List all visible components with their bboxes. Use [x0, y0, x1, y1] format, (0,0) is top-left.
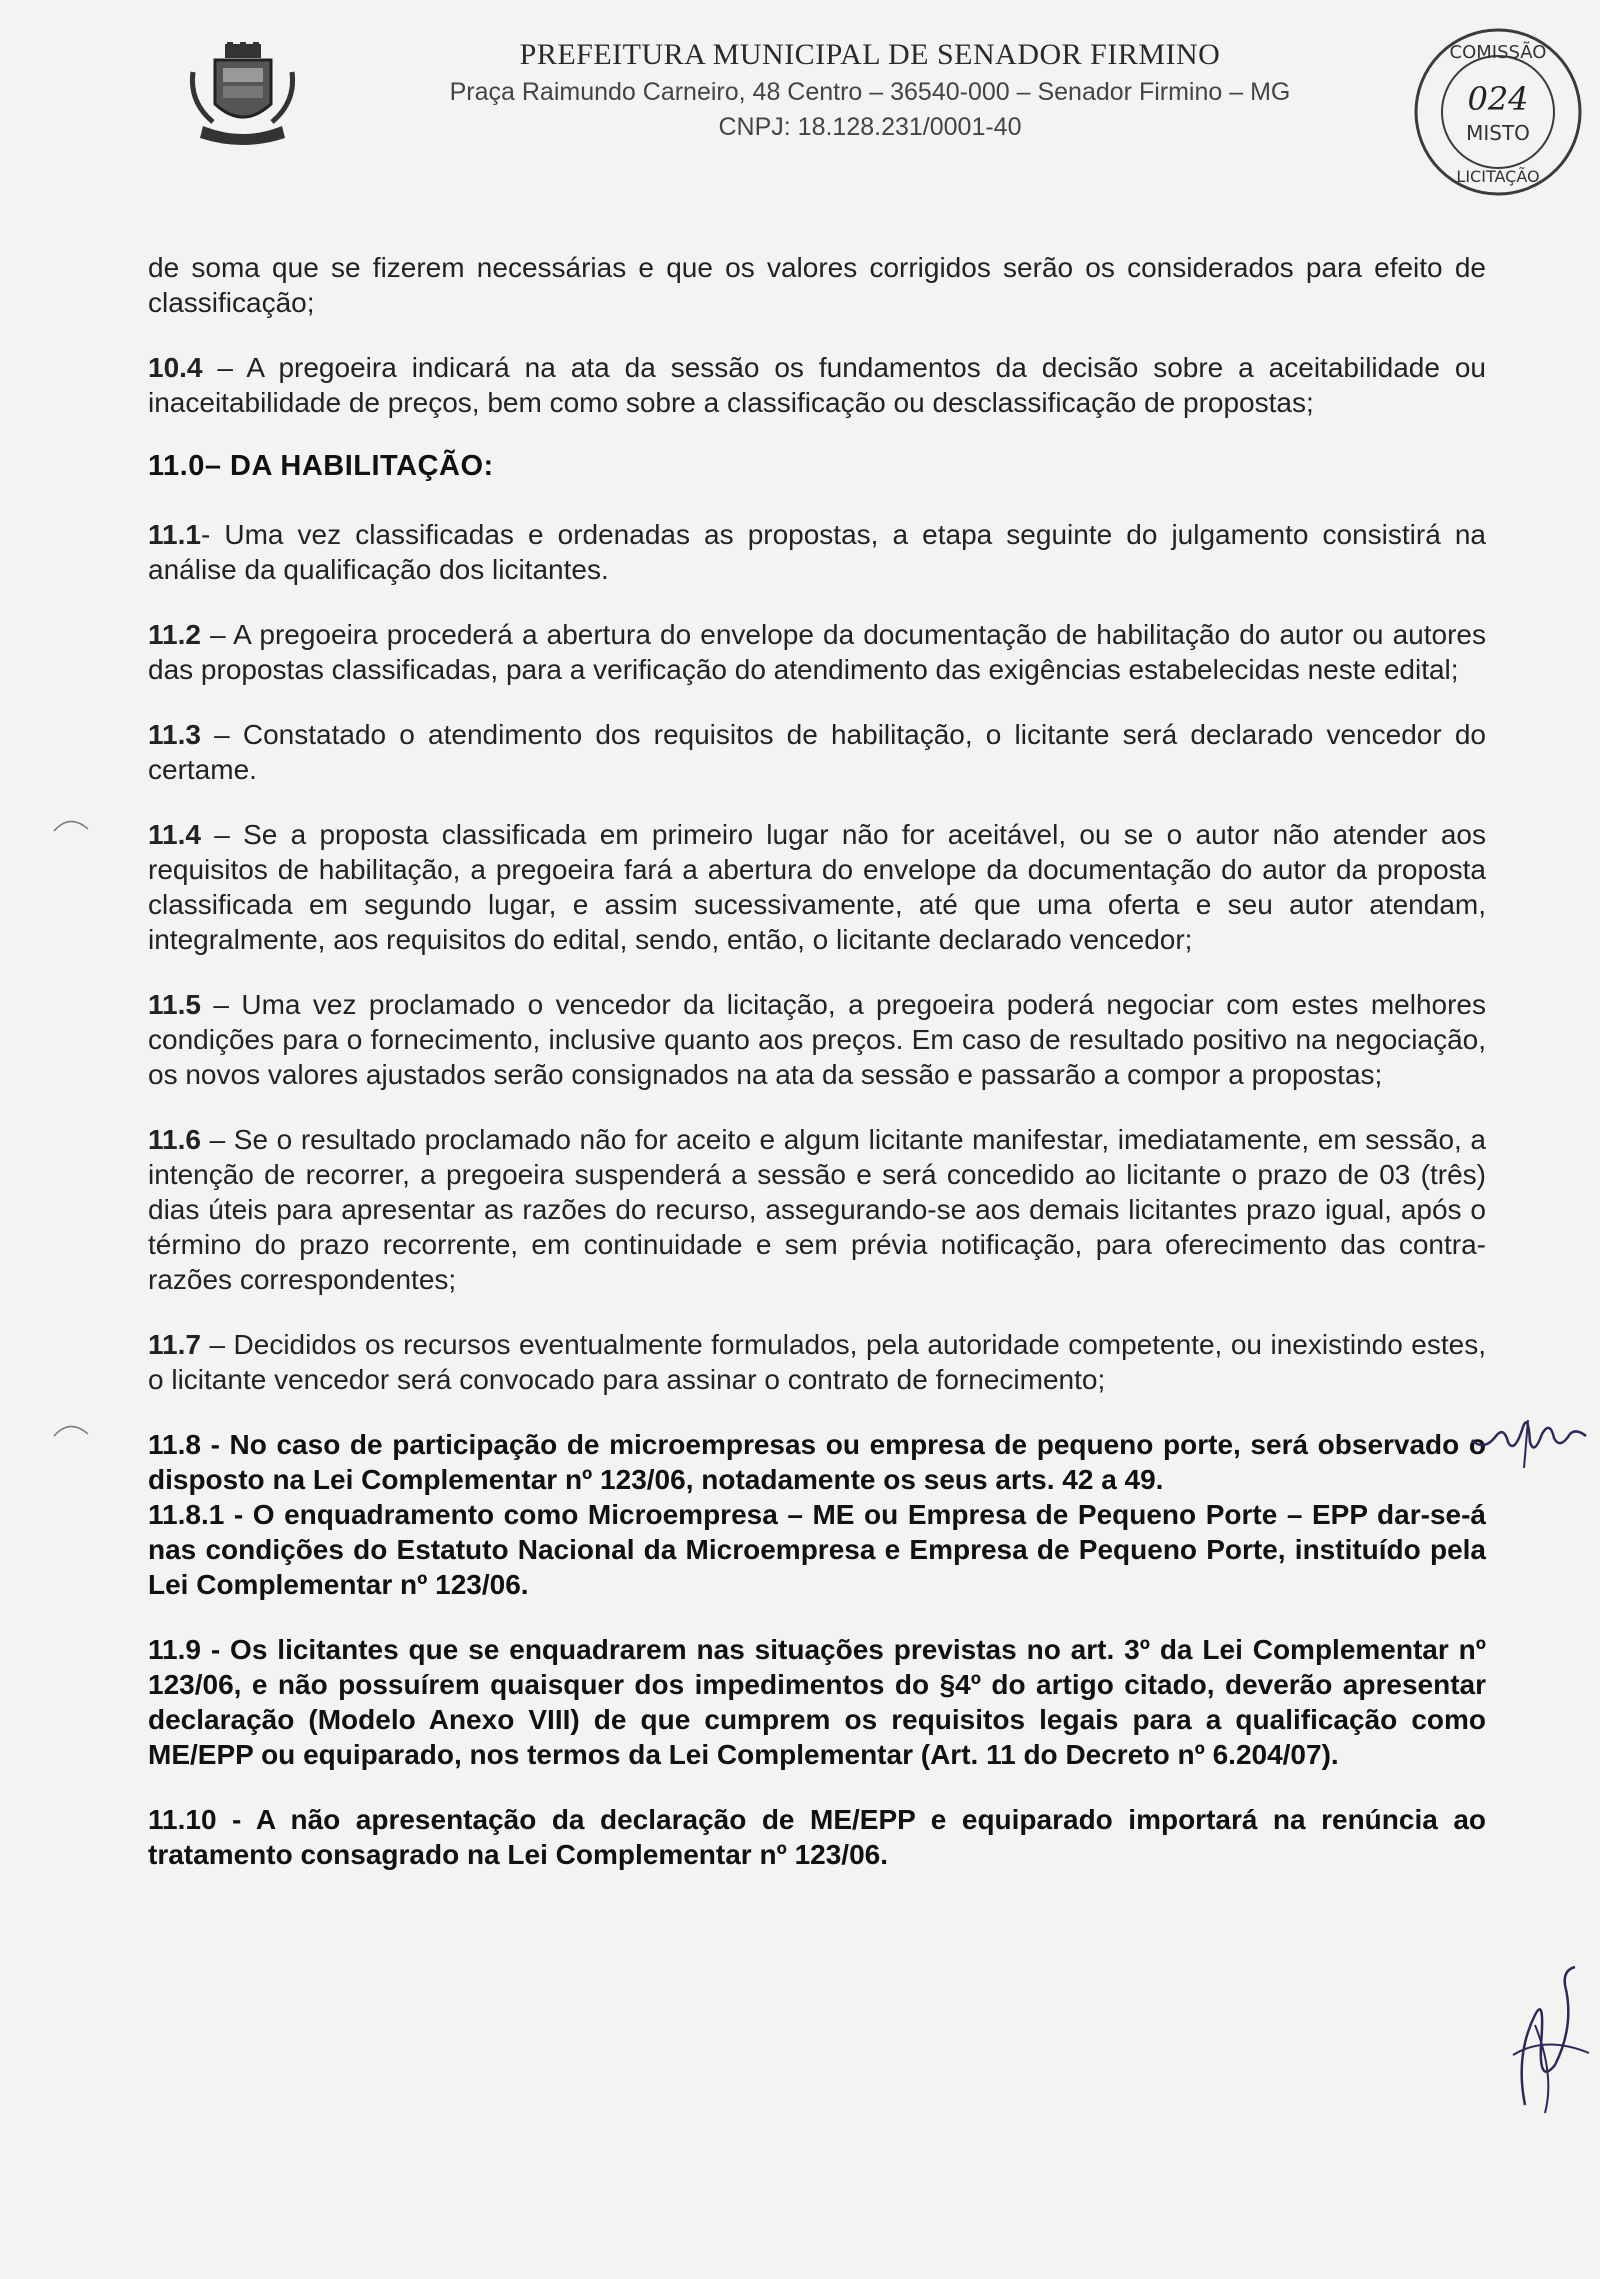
handwritten-signature: [1505, 1965, 1595, 2115]
document-body: [148, 250, 1486, 1902]
municipality-address: Praça Raimundo Carneiro, 48 Centro – 36540-000 – Senador Firmino – MG: [449, 78, 1291, 106]
municipality-cnpj: CNPJ: 18.128.231/0001-40: [718, 113, 1022, 141]
stamp-middle-text: MISTO: [1466, 121, 1530, 145]
clause-11-7: [148, 1327, 1486, 1397]
section-heading: 11.0– DA HABILITAÇÃO:: [148, 450, 494, 482]
clause-number: 11.4: [148, 819, 201, 850]
clause-11-6: [148, 1122, 1486, 1297]
clause-number: 11.1: [148, 519, 201, 550]
clause-11-8-1: 11.8.1 - O enquadramento como Microempresa – ME ou Empresa de Pequeno Porte – EPP dar-se-á nas condições do Estatuto Nacional da Microempresa e Empresa de Pequeno Porte, instituído pela Lei Complementar nº 123/06.: [148, 1499, 1486, 1600]
clause-text: – A pregoeira indicará na ata da sessão os fundamentos da decisão sobre a aceitabilidade ou inaceitabilidade de preços, bem como sobre a classificação ou desclassificação de propostas;: [148, 352, 1486, 418]
clause-number: 11.3: [148, 719, 201, 750]
municipality-title: PREFEITURA MUNICIPAL DE SENADOR FIRMINO: [519, 38, 1221, 71]
clause-11-10: 11.10 - A não apresentação da declaração de ME/EPP e equiparado importará na renúncia ao tratamento consagrado na Lei Complementar nº 123/06.: [148, 1804, 1486, 1870]
clause-number: 11.5: [148, 989, 201, 1020]
clause-11-4: [148, 817, 1486, 957]
commission-stamp: [1408, 22, 1588, 202]
margin-mark: [52, 1420, 92, 1440]
margin-mark: [52, 815, 92, 835]
clause-10-4: [148, 350, 1486, 420]
stamp-bottom-text: LICITAÇÃO: [1456, 167, 1540, 186]
clause-text: – Decididos os recursos eventualmente formulados, pela autoridade competente, ou inexistindo estes, o licitante vencedor será convocado para assinar o contrato de fornecimento;: [148, 1329, 1486, 1395]
clause-text: – Uma vez proclamado o vencedor da licitação, a pregoeira poderá negociar com estes melhores condições para o fornecimento, inclusive quanto aos preços. Em caso de resultado positivo na negociação, os novos valores ajustados serão consignados na ata da sessão e passarão a compor a propostas;: [148, 989, 1486, 1090]
clause-text: - Uma vez classificadas e ordenadas as propostas, a etapa seguinte do julgamento consistirá na análise da qualificação dos licitantes.: [148, 519, 1486, 585]
clause-number: 11.2: [148, 619, 201, 650]
clause-text: – Se o resultado proclamado não for aceito e algum licitante manifestar, imediatamente, em sessão, a intenção de recorrer, a pregoeira suspenderá a sessão e será concedido ao licitante o prazo de 03 (três) dias úteis para apresentar as razões do recurso, assegurando-se aos demais licitantes prazo igual, após o término do prazo recorrente, em continuidade e sem prévia notificação, para oferecimento das contra-razões correspondentes;: [148, 1124, 1486, 1295]
clause-11-5: [148, 987, 1486, 1092]
stamp-number: 024: [1467, 80, 1529, 118]
clause-number: 11.7: [148, 1329, 201, 1360]
clause-text: – Se a proposta classificada em primeiro lugar não for aceitável, ou se o autor não atender aos requisitos de habilitação, a pregoeira fará a abertura do envelope da documentação do autor da proposta classificada em segundo lugar, e assim sucessivamente, até que uma oferta e seu autor atendam, integralmente, aos requisitos do edital, sendo, então, o licitante declarado vencedor;: [148, 819, 1486, 955]
clause-number: 11.6: [148, 1124, 201, 1155]
clause-text: – Constatado o atendimento dos requisitos de habilitação, o licitante será declarado vencedor do certame.: [148, 719, 1486, 785]
clause-11-3: [148, 717, 1486, 787]
clause-number: 10.4: [148, 352, 203, 383]
handwritten-initials-signature: [1470, 1390, 1590, 1470]
paragraph-continuation: de soma que se fizerem necessárias e que os valores corrigidos serão os considerados para efeito de classificação;: [148, 252, 1486, 318]
clause-11-8: 11.8 - No caso de participação de microempresas ou empresa de pequeno porte, será observado o disposto na Lei Complementar nº 123/06, notadamente os seus arts. 42 a 49.: [148, 1429, 1486, 1495]
clause-11-1: [148, 517, 1486, 587]
clause-11-9: 11.9 - Os licitantes que se enquadrarem nas situações previstas no art. 3º da Lei Complementar nº 123/06, e não possuírem quaisquer dos impedimentos do §4º do artigo citado, deverão apresentar declaração (Modelo Anexo VIII) de que cumprem os requisitos legais para a qualificação como ME/EPP ou equiparado, nos termos da Lei Complementar (Art. 11 do Decreto nº 6.204/07).: [148, 1634, 1486, 1770]
stamp-top-text: COMISSÃO: [1449, 42, 1547, 63]
municipal-crest-icon: [185, 42, 300, 154]
clause-11-2: [148, 617, 1486, 687]
letterhead: [370, 38, 1370, 142]
clause-text: – A pregoeira procederá a abertura do envelope da documentação de habilitação do autor ou autores das propostas classificadas, para a verificação do atendimento das exigências estabelecidas neste edital;: [148, 619, 1486, 685]
